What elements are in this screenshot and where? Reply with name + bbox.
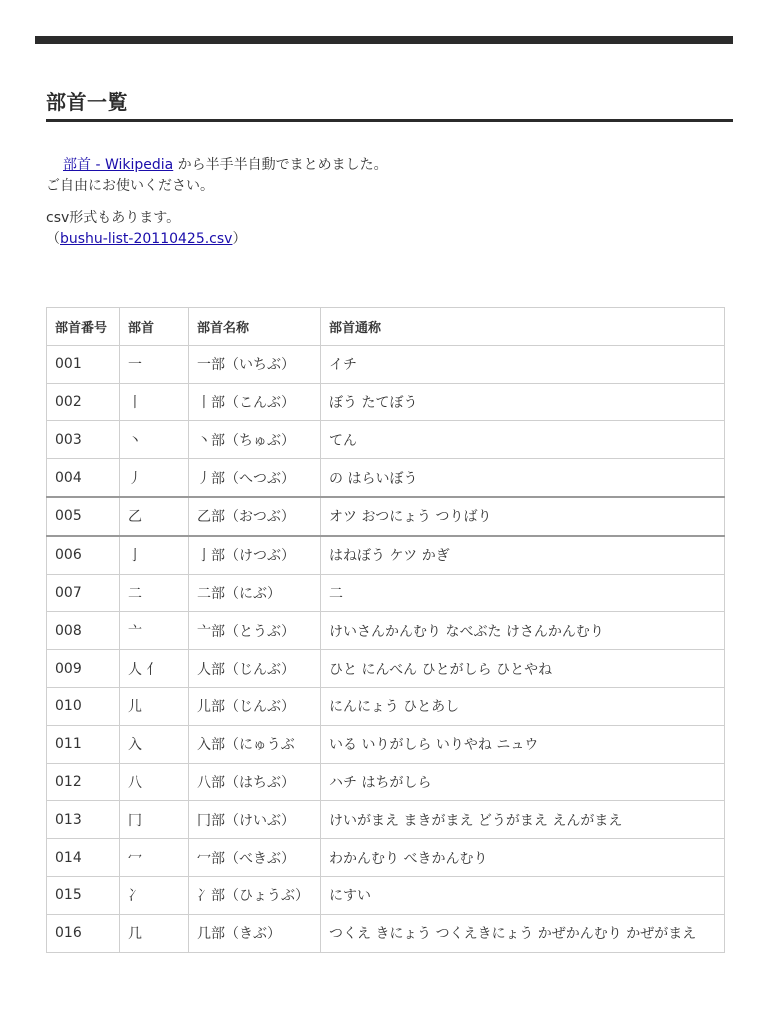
column-header-number: 部首番号 [47,308,120,346]
cell-radical: 冫 [120,876,189,914]
page-title: 部首一覧 [46,90,128,114]
table-row [47,574,725,612]
cell-name: 冫部（ひょうぶ） [189,876,321,914]
cell-common-name: けいさんかんむり なべぶた けさんかんむり [321,612,725,650]
csv-download-link[interactable]: bushu-list-20110425.csv [60,231,233,247]
table-header-row [47,308,725,346]
cell-number: 010 [47,687,120,725]
cell-radical: 乙 [120,497,189,536]
cell-common-name: ひと にんべん ひとがしら ひとやね [321,650,725,688]
cell-name: 乙部（おつぶ） [189,497,321,536]
cell-name: 冂部（けいぶ） [189,801,321,839]
cell-radical: 入 [120,725,189,763]
wikipedia-link[interactable]: 部首 - Wikipedia [63,157,174,173]
top-border-bar [35,36,733,44]
cell-name: 二部（にぶ） [189,574,321,612]
cell-common-name: はねぼう ケツ かぎ [321,536,725,574]
intro-paragraph-2 [46,208,726,250]
cell-name: 几部（きぶ） [189,914,321,952]
table-row [47,839,725,877]
table-row [47,687,725,725]
cell-common-name: いる いりがしら いりやね ニュウ [321,725,725,763]
cell-radical: 亠 [120,612,189,650]
intro-line2-text: ご自由にお使いください。 [46,178,214,194]
cell-common-name: オツ おつにょう つりばり [321,497,725,536]
cell-number: 006 [47,536,120,574]
table-row [47,914,725,952]
cell-common-name: つくえ きにょう つくえきにょう かぜかんむり かぜがまえ [321,914,725,952]
cell-radical: 冖 [120,839,189,877]
cell-name: 丨部（こんぶ） [189,383,321,421]
cell-number: 013 [47,801,120,839]
cell-common-name: の はらいぼう [321,459,725,497]
cell-number: 011 [47,725,120,763]
column-header-name: 部首名称 [189,308,321,346]
cell-number: 016 [47,914,120,952]
column-header-common-name: 部首通称 [321,308,725,346]
cell-common-name: にすい [321,876,725,914]
cell-radical: 亅 [120,536,189,574]
cell-radical: 儿 [120,687,189,725]
cell-common-name: イチ [321,345,725,383]
table-row [47,421,725,459]
intro-line1-text: から半手半自動でまとめました。 [173,157,388,173]
cell-number: 005 [47,497,120,536]
cell-name: 亠部（とうぶ） [189,612,321,650]
cell-radical: 人 亻 [120,650,189,688]
intro-paragraph-1 [46,155,726,197]
intro-section [46,155,726,250]
table-row [47,650,725,688]
cell-common-name: ぼう たてぼう [321,383,725,421]
cell-number: 014 [47,839,120,877]
table-row [47,876,725,914]
table-row [47,725,725,763]
cell-number: 009 [47,650,120,688]
csv-note-text: csv形式もあります。 [46,210,181,226]
cell-name: 一部（いちぶ） [189,345,321,383]
cell-common-name: 二 [321,574,725,612]
cell-common-name: にんにょう ひとあし [321,687,725,725]
column-header-radical: 部首 [120,308,189,346]
cell-name: 人部（じんぶ） [189,650,321,688]
cell-name: 八部（はちぶ） [189,763,321,801]
table-row [47,383,725,421]
bushu-table [46,307,725,953]
cell-number: 002 [47,383,120,421]
table-row [47,536,725,574]
cell-common-name: てん [321,421,725,459]
cell-common-name: わかんむり べきかんむり [321,839,725,877]
cell-radical: 丨 [120,383,189,421]
table-row [47,345,725,383]
cell-number: 004 [47,459,120,497]
table-row [47,612,725,650]
title-underline [46,119,733,122]
table-row [47,763,725,801]
cell-number: 008 [47,612,120,650]
cell-radical: 丶 [120,421,189,459]
table-row [47,801,725,839]
cell-radical: 二 [120,574,189,612]
cell-name: 冖部（べきぶ） [189,839,321,877]
cell-radical: 几 [120,914,189,952]
cell-name: 入部（にゅうぶ [189,725,321,763]
cell-radical: 丿 [120,459,189,497]
cell-number: 015 [47,876,120,914]
cell-common-name: ハチ はちがしら [321,763,725,801]
cell-radical: 八 [120,763,189,801]
cell-name: 丶部（ちゅぶ） [189,421,321,459]
cell-name: 亅部（けつぶ） [189,536,321,574]
cell-number: 001 [47,345,120,383]
cell-name: 丿部（へつぶ） [189,459,321,497]
cell-number: 003 [47,421,120,459]
paren-close: ） [232,231,247,247]
table-row [47,497,725,536]
cell-number: 007 [47,574,120,612]
cell-radical: 一 [120,345,189,383]
cell-number: 012 [47,763,120,801]
table-row [47,459,725,497]
cell-name: 儿部（じんぶ） [189,687,321,725]
paren-open: （ [46,231,60,247]
cell-radical: 冂 [120,801,189,839]
cell-common-name: けいがまえ まきがまえ どうがまえ えんがまえ [321,801,725,839]
